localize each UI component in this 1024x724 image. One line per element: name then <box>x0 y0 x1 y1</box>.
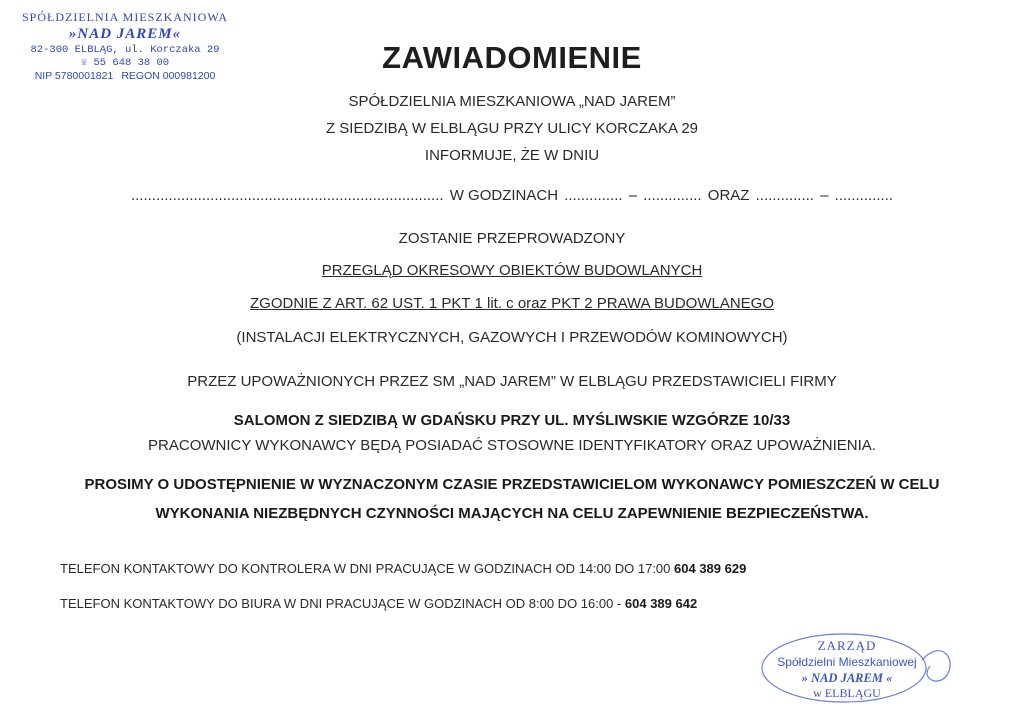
board-stamp-line-1: ZARZĄD <box>817 638 877 653</box>
date-blank[interactable]: ........................................................................... <box>130 187 444 204</box>
date-time-fill-line <box>0 187 1024 204</box>
identifiers-line: PRACOWNICY WYKONAWCY BĘDĄ POSIADAĆ STOSOWNE IDENTYFIKATORY ORAZ UPOWAŻNIENIA. <box>148 437 876 454</box>
time-blank-4[interactable]: .............. <box>834 187 894 204</box>
and-label: ORAZ <box>707 187 750 204</box>
request-line-2: WYKONANIA NIEZBĘDNYCH CZYNNOŚCI MAJĄCYCH NA CELU ZAPEWNIENIE BEZPIECZEŃSTWA. <box>155 505 869 522</box>
stamp-regon: REGON 000981200 <box>121 70 216 82</box>
dash-1: – <box>628 187 638 204</box>
time-blank-1[interactable]: .............. <box>564 187 623 204</box>
intro-line-2: Z SIEDZIBĄ W ELBLĄGU PRZY ULICY KORCZAKA 29 <box>325 120 699 137</box>
stamp-org-name: SPÓŁDZIELNIA MIESZKANIOWA <box>22 10 228 24</box>
scope-line: (INSTALACJI ELEKTRYCZNYCH, GAZOWYCH I PRZEWODÓW KOMINOWYCH) <box>236 329 788 346</box>
hours-label: W GODZINACH <box>449 187 559 204</box>
legal-basis-line: ZGODNIE Z ART. 62 UST. 1 PKT 1 lit. c oraz PKT 2 PRAWA BUDOWLANEGO <box>249 295 775 312</box>
document-title: ZAWIADOMIENIE <box>382 40 642 75</box>
dash-2: – <box>820 187 829 204</box>
board-stamp-line-3: » NAD JAREM « <box>801 671 893 685</box>
request-line-1: PROSIMY O UDOSTĘPNIENIE W WYZNACZONYM CZASIE PRZEDSTAWICIELOM WYKONAWCY POMIESZCZEŃ W CELU <box>84 476 940 493</box>
office-phone: 604 389 642 <box>624 596 698 611</box>
board-stamp-line-2: Spółdzielni Mieszkaniowej <box>777 655 917 669</box>
will-be-line: ZOSTANIE PRZEPROWADZONY <box>398 230 626 247</box>
controller-contact <box>60 561 746 576</box>
representatives-line: PRZEZ UPOWAŻNIONYCH PRZEZ SM „NAD JAREM” W ELBLĄGU PRZEDSTAWICIELI FIRMY <box>187 373 837 390</box>
controller-contact-text: TELEFON KONTAKTOWY DO KONTROLERA W DNI PRACUJĄCE W GODZINACH OD 14:00 DO 17:00 <box>60 561 671 576</box>
time-blank-2[interactable]: .............. <box>643 187 702 204</box>
board-stamp-line-4: w ELBLĄGU <box>813 686 881 700</box>
stamp-phone: ☏ 55 648 38 00 <box>80 56 170 69</box>
time-blank-3[interactable]: .............. <box>755 187 814 204</box>
stamp-nip: NIP 5780001821 <box>34 70 114 82</box>
board-stamp <box>752 630 972 712</box>
office-contact <box>60 596 697 611</box>
intro-line-1: SPÓŁDZIELNIA MIESZKANIOWA „NAD JAREM” <box>348 93 676 110</box>
controller-phone: 604 389 629 <box>674 561 747 576</box>
office-contact-text: TELEFON KONTAKTOWY DO BIURA W DNI PRACUJĄCE W GODZINACH OD 8:00 DO 16:00 - <box>60 596 622 611</box>
inspection-line: PRZEGLĄD OKRESOWY OBIEKTÓW BUDOWLANYCH <box>321 262 703 279</box>
stamp-org-short-name: »NAD JAREM« <box>68 26 182 42</box>
company-line: SALOMON Z SIEDZIBĄ W GDAŃSKU PRZY UL. MYŚLIWSKIE WZGÓRZE 10/33 <box>233 412 791 429</box>
intro-line-3: INFORMUJE, ŻE W DNIU <box>424 147 600 164</box>
stamp-address: 82-300 ELBLĄG, ul. Korczaka 29 <box>30 43 220 56</box>
